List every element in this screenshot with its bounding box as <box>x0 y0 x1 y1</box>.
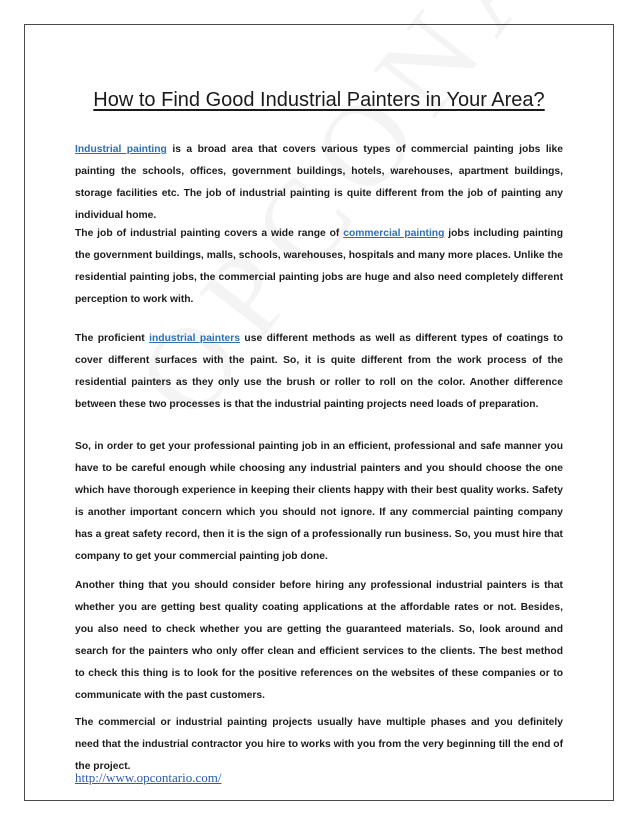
paragraph-3-text-before: The proficient <box>75 333 150 344</box>
paragraph-6: The commercial or industrial painting projects usually have multiple phases and you definitely need that the industrial contractor you hire to works with you from the very beginning till the end of the project. <box>75 717 563 772</box>
paragraph-4: So, in order to get your professional painting job in an efficient, professional and safe manner you have to be careful enough while choosing any industrial painters and you should choose the one which have thorough experience in keeping their clients happy with their best quality works. Safety is another important concern which you should not ignore. If any commercial painting company has a great safety record, then it is the sign of a professionally run business. So, you must hire that company to get your commercial painting job done. <box>75 441 563 562</box>
paragraph-3-text-after: use different methods as well as different types of coatings to cover different surfaces with the paint. So, it is quite different from the work process of the residential painters as they only use the brush or roller to roll on the color. Another difference between these two processes is that the industrial painting projects need loads of preparation. <box>75 333 563 410</box>
paragraph-2-text-after: jobs including painting the government buildings, malls, schools, warehouses, hospitals and many more places. Unlike the residential painting jobs, the commercial painting jobs are huge and also need completely different perception to work with. <box>75 228 563 305</box>
page-title: How to Find Good Industrial Painters in Your Area? <box>93 89 545 111</box>
paragraph-5: Another thing that you should consider before hiring any professional industrial painters is that whether you are getting best quality coating applications at the affordable rates or not. Besides, you also need to check whether you are getting the guaranteed materials. So, look around and search for the painters who only offer clean and efficient services to the clients. The best method to check this thing is to look for the positive references on the websites of these companies or to communicate with the past customers. <box>75 580 563 701</box>
commercial-painting-link[interactable]: commercial painting <box>343 228 445 239</box>
industrial-painting-link[interactable]: Industrial painting <box>75 144 167 155</box>
paragraph-2 <box>75 223 563 311</box>
footer-website-link[interactable]: http://www.opcontario.com/ <box>75 770 222 785</box>
paragraph-1 <box>75 139 563 227</box>
paragraph-1-text: is a broad area that covers various types of commercial painting jobs like painting the schools, offices, government buildings, hotels, warehouses, apartment buildings, storage facilities etc. The job of industrial painting is quite different from the job of painting any individual home. <box>75 144 563 221</box>
industrial-painters-link[interactable]: industrial painters <box>149 333 240 344</box>
paragraph-3 <box>75 328 563 416</box>
paragraph-2-text-before: The job of industrial painting covers a wide range of <box>75 228 344 239</box>
